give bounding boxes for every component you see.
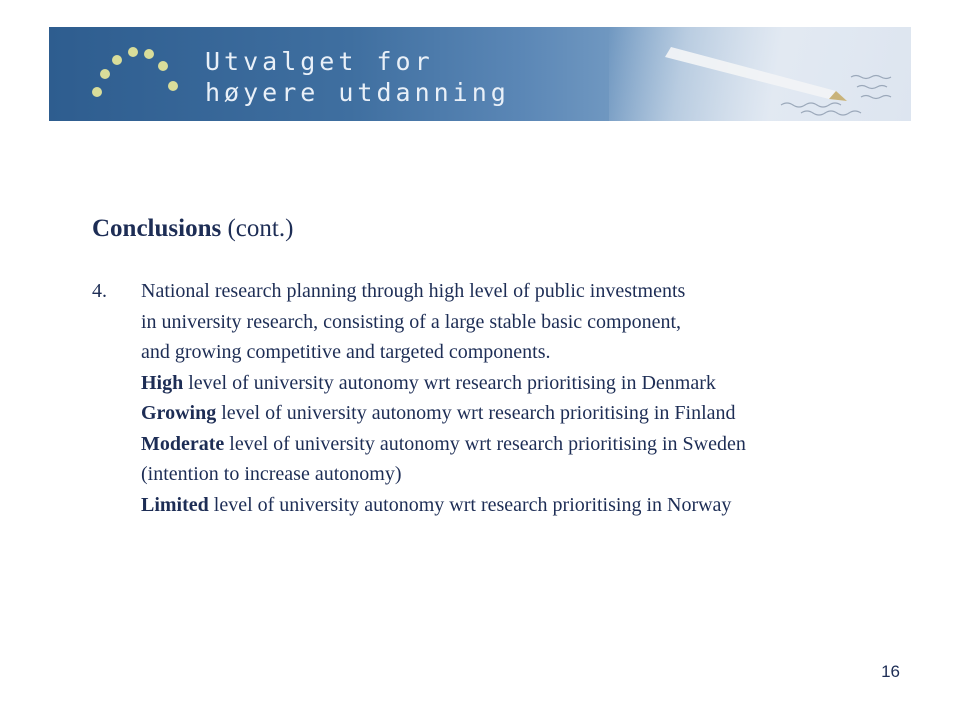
line-bold-text: Limited (141, 493, 209, 516)
line-bold-text: Growing (141, 402, 217, 424)
list-item-line (141, 459, 952, 490)
organization-name-line2: høyere utdanning (205, 78, 510, 107)
line-text: level of university autonomy wrt research prioritising in Denmark (183, 371, 716, 394)
list-item-line (141, 307, 952, 338)
line-text: and growing competitive and targeted components. (141, 341, 551, 363)
list-item (92, 276, 952, 520)
slide-title-bold: Conclusions (92, 215, 222, 242)
slide-title-rest: (cont.) (221, 215, 294, 242)
line-text: level of university autonomy wrt research prioritising in Sweden (224, 432, 746, 455)
banner-pen-illustration (661, 47, 901, 121)
logo-dots-icon (87, 46, 183, 112)
organization-name-line1: Utvalget for (205, 47, 434, 76)
line-text: National research planning through high level of public investments (141, 280, 686, 302)
header-banner (49, 27, 911, 121)
line-text: in university research, consisting of a large stable basic component, (141, 310, 682, 333)
list-item-line (141, 337, 952, 368)
list-item-body (141, 276, 952, 520)
line-bold-text: High (141, 371, 184, 394)
line-text: level of university autonomy wrt research prioritising in Norway (208, 493, 732, 516)
list-item-line (141, 276, 952, 307)
list-item-line (141, 398, 952, 429)
organization-name (205, 46, 510, 108)
page-number: 16 (881, 662, 900, 681)
list-item-line (141, 429, 952, 460)
list-item-line (141, 490, 952, 521)
slide-title (92, 212, 952, 246)
line-bold-text: Moderate (141, 432, 225, 455)
list-item-line (141, 368, 952, 399)
line-text: level of university autonomy wrt research prioritising in Finland (216, 402, 736, 424)
slide-content (92, 212, 952, 520)
list-item-number: 4. (92, 280, 107, 302)
line-text: (intention to increase autonomy) (141, 463, 402, 485)
